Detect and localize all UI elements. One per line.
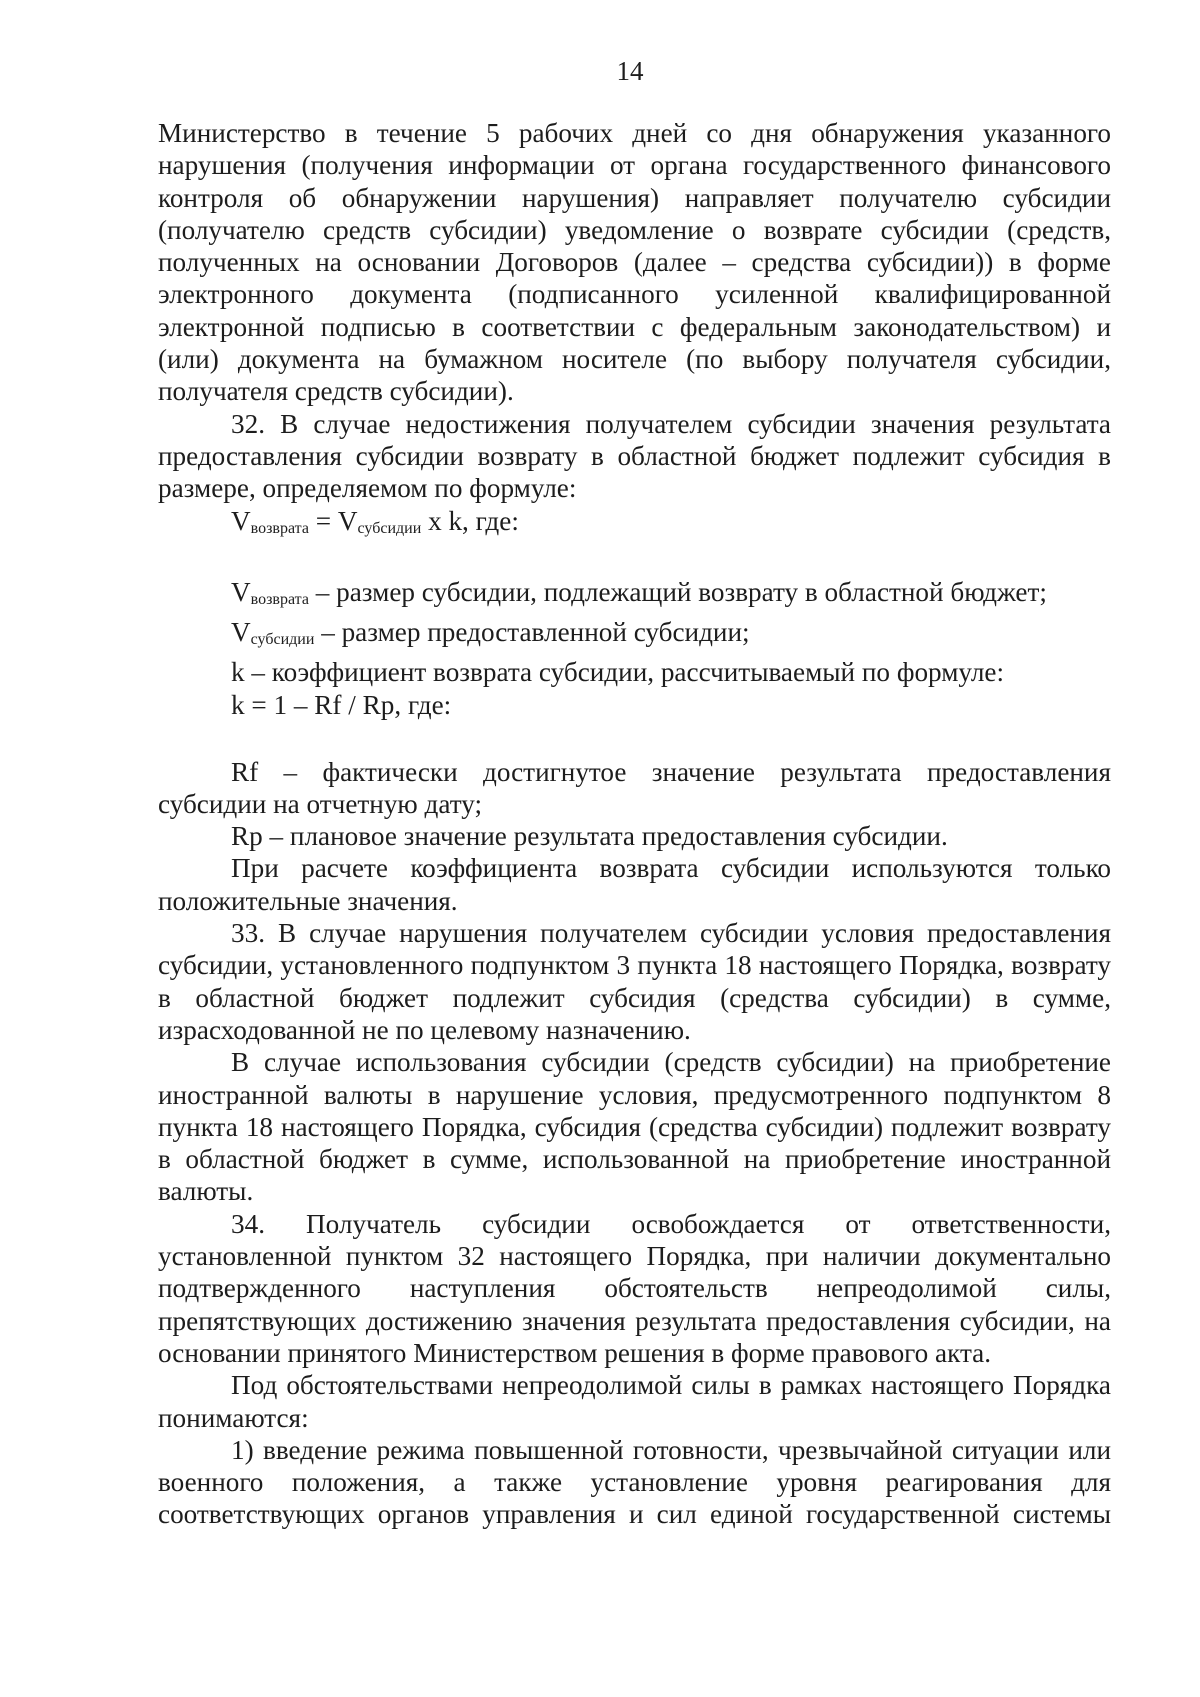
formula-return-amount [158, 505, 1111, 545]
formula-subscript-subsidy: субсидии [357, 519, 422, 537]
coefficient-definitions [158, 756, 1111, 1531]
paragraph-force-majeure: Под обстоятельствами непреодолимой силы в рамках настоящего Порядка понимаются: [158, 1370, 1111, 1433]
paragraph-item-1: 1) введение режима повышенной готовности, чрезвычайной ситуации или военного положения, а также установление уровня реагирования для соответствующих органов управления и сил единой государственной системы [158, 1434, 1111, 1530]
paragraph-33-currency: В случае использования субсидии (средств субсидии) на приобретение иностранной валюты в нарушение условия, предусмотренного подпунктом 8 пункта 18 настоящего Порядка, субсидия (средства субсидии) подлежит возврату в областной бюджет в сумме, использованной на приобретение иностранной валюты. [158, 1047, 1111, 1207]
page-number: 14 [616, 56, 644, 86]
paragraph-positive-values: При расчете коэффициента возврата субсидии используются только положительные значения. [158, 853, 1111, 916]
formula-v-symbol: V [337, 505, 358, 536]
definition-v-return: $V_{возврата}$ – размер субсидии, подлежащий возврату в областной бюджет; [231, 576, 1047, 608]
formula-subscript-return: возврата [250, 519, 309, 537]
definitions-block [158, 576, 1111, 689]
formula-equals: = [308, 505, 338, 536]
formula-coefficient: k = 1 – Rf / Rp, где: [231, 689, 452, 720]
document-body [158, 117, 1111, 1531]
definition-rf: Rf – фактически достигнутое значение результата предоставления субсидии на отчетную дату; [158, 756, 1111, 819]
paragraph-34: 34. Получатель субсидии освобождается от ответственности, установленной пунктом 32 настоящего Порядка, при наличии документально подтвержденного наступления обстоятельств непреодолимой силы, препятствующих достижению значения результата предоставления субсидии, на основании принятого Министерством решения в форме правового акта. [158, 1208, 1111, 1368]
definition-v-subsidy: $V_{субсидии}$ – размер предоставленной субсидии; [231, 616, 750, 648]
definition-k: k – коэффициент возврата субсидии, рассчитываемый по формуле: [231, 656, 1005, 687]
formula-v-symbol: V [231, 505, 251, 536]
paragraph-notification: Министерство в течение 5 рабочих дней со дня обнаружения указанного нарушения (получения информации от органа государственного финансового контроля об обнаружении нарушения) направляет получателю субсидии (получателю средств субсидии) уведомление о возврате субсидии (средств, полученных на основании Договоров (далее – средства субсидии)) в форме электронного документа (подписанного усиленной квалифицированной электронной подписью в соответствии с федеральным законодательством) и (или) документа на бумажном носителе (по выбору получателя субсидии, получателя средств субсидии). [158, 118, 1111, 407]
paragraph-33: 33. В случае нарушения получателем субсидии условия предоставления субсидии, установленного подпунктом 3 пункта 18 настоящего Порядка, возврату в областной бюджет подлежит субсидия (средства субсидии) в сумме, израсходованной не по целевому назначению. [158, 918, 1111, 1045]
formula-rest: x k, где: [421, 505, 519, 536]
paragraph-32: 32. В случае недостижения получателем субсидии значения результата предоставления субсидии возврату в областной бюджет подлежит субсидия в размере, определяемом по формуле: [158, 408, 1111, 504]
definition-rp: Rp – плановое значение результата предоставления субсидии. [231, 821, 948, 852]
